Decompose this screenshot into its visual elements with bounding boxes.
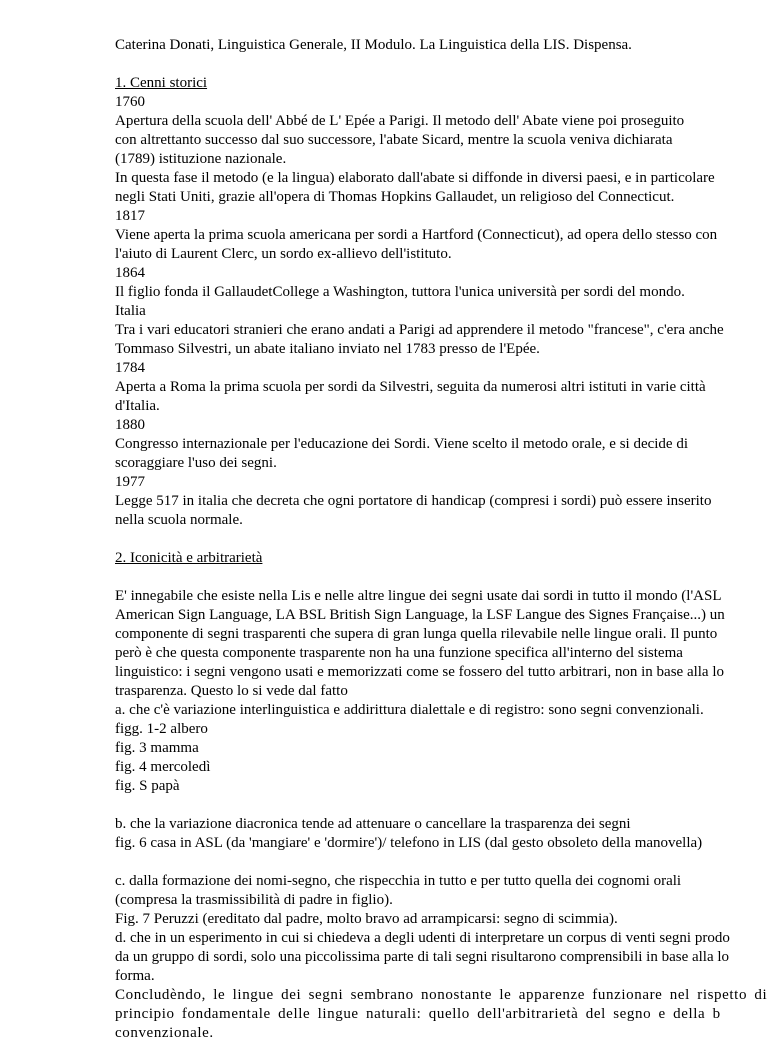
text-line: forma. — [115, 968, 155, 984]
document-header: Caterina Donati, Linguistica Generale, II Modulo. La Linguistica della LIS. Dispensa. — [115, 37, 632, 53]
text-line: convenzionale. — [115, 1025, 214, 1041]
text-line: Concludèndo, le lingue dei segni sembrano nonostante le apparenze funzionare nel rispetto di — [115, 987, 768, 1003]
text-line: 1977 — [115, 474, 145, 490]
spacer — [115, 55, 768, 74]
text-line: linguistico: i segni vengono usati e memorizzati come se fossero del tutto arbitrari, non in base alla lo — [115, 664, 725, 680]
text-line: Tra i vari educatori stranieri che erano andati a Parigi ad apprendere il metodo "francese", c'era anche — [115, 322, 724, 338]
text-line: fig. S papà — [115, 778, 180, 794]
text-line: a. che c'è variazione interlinguistica e addirittura dialettale e di registro: sono segni convenzionali. — [115, 702, 704, 718]
text-line: con altrettanto successo dal suo successore, l'abate Sicard, mentre la scuola veniva dichiarata — [115, 132, 673, 148]
text-line: Tommaso Silvestri, un abate italiano inviato nel 1783 presso de l'Epée. — [115, 341, 540, 357]
spacer — [115, 568, 768, 587]
spacer — [115, 853, 768, 872]
text-line: fig. 6 casa in ASL (da 'mangiare' e 'dormire')/ telefono in LIS (dal gesto obsoleto della manovella) — [115, 835, 703, 851]
document-page — [115, 36, 768, 1043]
section-body — [115, 93, 768, 530]
text-line: d. che in un esperimento in cui si chiedeva a degli udenti di interpretare un corpus di venti segni prodo — [115, 930, 730, 946]
text-line: componente di segni trasparenti che supera di gran lunga quella rilevabile nelle lingue orali. Il punto — [115, 626, 718, 642]
text-line: c. dalla formazione dei nomi-segno, che rispecchia in tutto e per tutto quella dei cognomi orali — [115, 873, 682, 889]
text-line: Fig. 7 Peruzzi (ereditato dal padre, molto bravo ad arrampicarsi: segno di scimmia). — [115, 911, 618, 927]
text-line: scoraggiare l'uso dei segni. — [115, 455, 277, 471]
text-line: Congresso internazionale per l'educazione dei Sordi. Viene scelto il metodo orale, e si decide di — [115, 436, 689, 452]
text-line: Il figlio fonda il GallaudetCollege a Washington, tuttora l'unica università per sordi del mondo. — [115, 284, 685, 300]
text-line: principio fondamentale delle lingue naturali: quello dell'arbitrarietà del segno e della b — [115, 1006, 721, 1022]
text-line: Italia — [115, 303, 146, 319]
text-line: 1760 — [115, 94, 145, 110]
text-line: 1784 — [115, 360, 145, 376]
text-line: figg. 1-2 albero — [115, 721, 208, 737]
conclusion-paragraph — [115, 986, 768, 1043]
text-line: l'aiuto di Laurent Clerc, un sordo ex-allievo dell'istituto. — [115, 246, 452, 262]
text-line: 1880 — [115, 417, 145, 433]
section-title: 1. Cenni storici — [115, 75, 208, 91]
text-line: (1789) istituzione nazionale. — [115, 151, 287, 167]
text-line: American Sign Language, LA BSL British Sign Language, la LSF Langue des Signes Française...) un — [115, 607, 725, 623]
text-line: E' innegabile che esiste nella Lis e nelle altre lingue dei segni usate dai sordi in tutto il mondo (l'ASL — [115, 588, 722, 604]
spacer — [115, 796, 768, 815]
text-line: (compresa la trasmissibilità di padre in figlio). — [115, 892, 393, 908]
paragraph — [115, 872, 768, 986]
text-line: fig. 3 mamma — [115, 740, 199, 756]
text-line: Aperta a Roma la prima scuola per sordi da Silvestri, seguita da numerosi altri istituti in varie città — [115, 379, 706, 395]
text-line: fig. 4 mercoledì — [115, 759, 211, 775]
text-line: Legge 517 in italia che decreta che ogni portatore di handicap (compresi i sordi) può essere inserito — [115, 493, 712, 509]
spacer — [115, 530, 768, 549]
text-line: 1864 — [115, 265, 145, 281]
text-line: d'Italia. — [115, 398, 160, 414]
text-line: negli Stati Uniti, grazie all'opera di Thomas Hopkins Gallaudet, un religioso del Connecticut. — [115, 189, 675, 205]
text-line: In questa fase il metodo (e la lingua) elaborato dall'abate si diffonde in diversi paesi, e in particolare — [115, 170, 715, 186]
paragraph — [115, 815, 768, 853]
text-line: Viene aperta la prima scuola americana per sordi a Hartford (Connecticut), ad opera dello stesso con — [115, 227, 718, 243]
text-line: trasparenza. Questo lo si vede dal fatto — [115, 683, 348, 699]
text-line: 1817 — [115, 208, 145, 224]
text-line: da un gruppo di sordi, solo una piccolissima parte di tali segni risultarono comprensibili in base alla lo — [115, 949, 730, 965]
text-line: però è che questa componente trasparente non ha una funzione specifica all'interno del sistema — [115, 645, 683, 661]
text-line: b. che la variazione diacronica tende ad attenuare o cancellare la trasparenza dei segni — [115, 816, 631, 832]
text-line: Apertura della scuola dell' Abbé de L' Epée a Parigi. Il metodo dell' Abate viene poi proseguito — [115, 113, 685, 129]
paragraph — [115, 587, 768, 796]
text-line: nella scuola normale. — [115, 512, 243, 528]
section-title: 2. Iconicità e arbitrarietà — [115, 550, 263, 566]
